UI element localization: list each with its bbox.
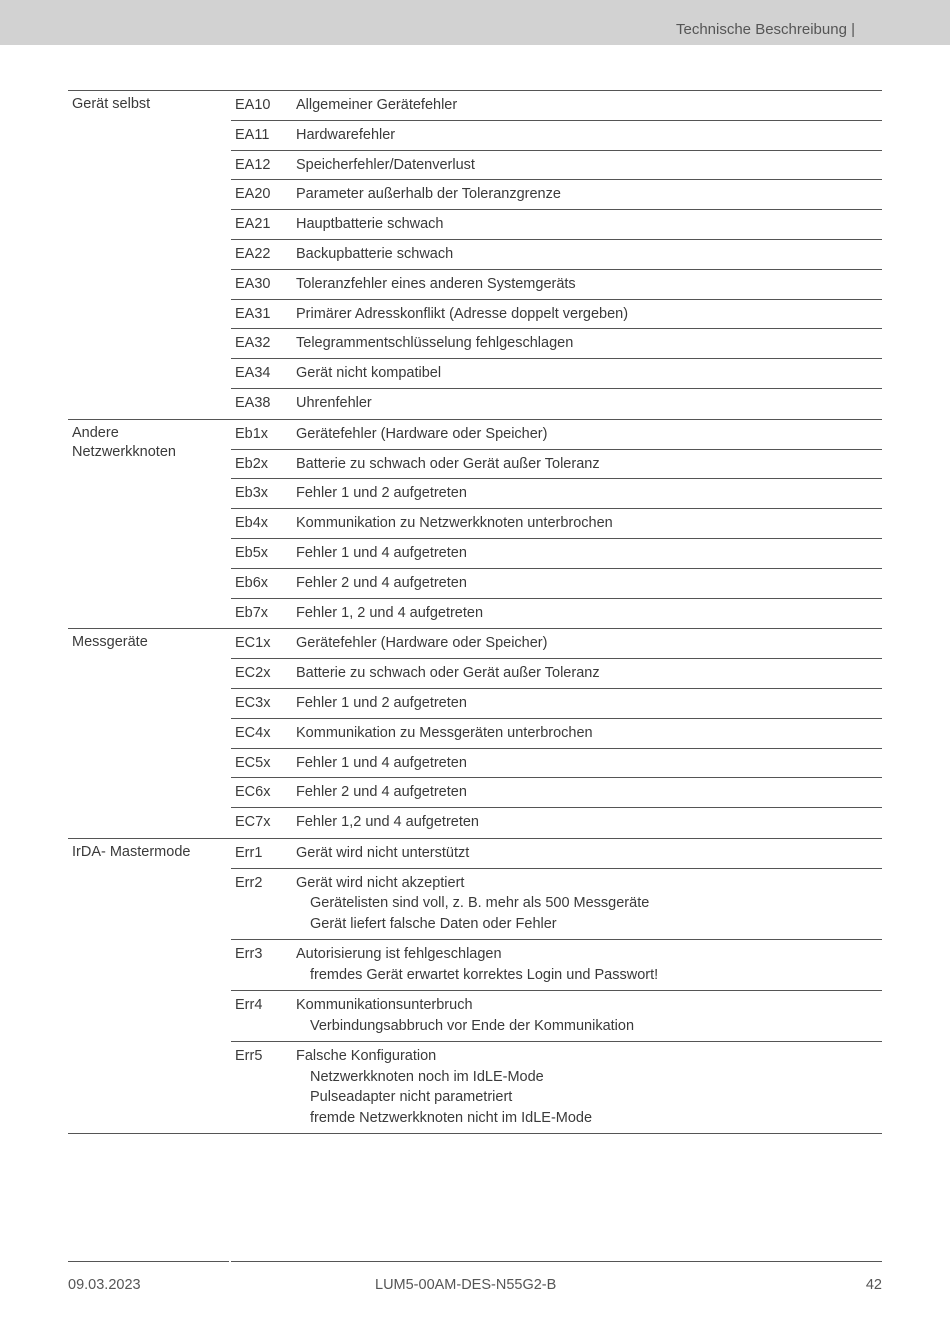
error-description-main: Allgemeiner Gerätefehler [296,97,458,113]
error-description-main: Primärer Adresskonflikt (Adresse doppelt vergeben) [296,305,629,322]
group-label: Gerät selbst [72,96,151,112]
table-row [231,539,882,569]
table-row [231,479,882,509]
error-description [296,995,882,1036]
table-row [231,210,882,240]
error-description-main: Kommunikation zu Netzwerkknoten unterbrochen [296,515,613,532]
error-code: EC5x [235,754,271,771]
page-header [0,0,950,45]
error-description [296,663,882,683]
table-row [231,659,882,689]
error-description-detail: Pulseadapter nicht parametriert [310,1089,513,1106]
table-row [231,569,882,599]
error-description [296,573,882,593]
error-code: Eb2x [235,455,269,472]
error-code: EC7x [235,814,271,831]
error-code: Err2 [235,874,263,891]
error-description-main: Hardwarefehler [296,126,396,143]
error-description [296,944,882,985]
error-description-detail: fremde Netzwerkknoten nicht im IdLE-Mode [310,1109,593,1126]
error-code: EA22 [235,245,271,262]
table-row [231,389,882,419]
error-code: Eb1x [235,425,269,442]
error-code: EC2x [235,665,271,682]
error-description-main: Fehler 1, 2 und 4 aufgetreten [296,604,484,621]
error-code: EA21 [235,216,271,233]
table-row [231,869,882,941]
table-row [231,450,882,480]
group-label: IrDA- Mastermode [72,843,191,860]
group-label: Messgeräte [72,634,148,651]
error-code: Eb5x [235,544,269,561]
error-description [296,782,882,802]
error-code: EC4x [235,724,271,741]
error-code: Err4 [235,997,263,1014]
group-rows [231,91,882,419]
error-description-main: Fehler 2 und 4 aufgetreten [296,574,467,591]
error-description [296,513,882,533]
error-code: Eb7x [235,604,269,621]
error-code: EA20 [235,186,271,203]
error-description-main: Fehler 1 und 4 aufgetreten [296,754,467,771]
error-description [296,363,882,383]
table-group [68,629,882,839]
error-description [296,543,882,563]
error-description-main: Gerät wird nicht akzeptiert [296,874,465,891]
error-description [296,393,882,414]
error-description [296,693,882,713]
table-group [68,839,882,1134]
table-row [231,329,882,359]
error-description [296,424,882,444]
table-row [231,719,882,749]
error-code: EA38 [235,394,271,411]
error-description [296,333,882,353]
error-description-main: Gerätefehler (Hardware oder Speicher) [296,425,548,442]
table-row [231,240,882,270]
error-description-main: Kommunikation zu Messgeräten unterbrochen [296,724,593,741]
error-description-detail: Verbindungsabbruch vor Ende der Kommunikation [310,1017,635,1034]
table-row [231,940,882,991]
error-code: EC6x [235,784,271,801]
error-description-main: Parameter außerhalb der Toleranzgrenze [296,186,561,203]
header-title: Technische Beschreibung | [675,21,855,38]
error-description [296,214,882,234]
table-row [231,300,882,330]
error-description [296,184,882,204]
table-row [231,629,882,659]
table-row [231,420,882,450]
table-row [231,991,882,1042]
error-description [296,633,882,653]
error-code: EA10 [235,97,271,113]
error-code: EA30 [235,275,271,292]
error-description [296,1046,882,1128]
error-code: Eb4x [235,515,269,532]
error-code: EA11 [235,126,270,143]
error-description-main: Kommunikationsunterbruch [296,997,473,1014]
error-description-main: Gerät wird nicht unterstützt [296,844,470,861]
table-row [231,749,882,779]
error-description [296,812,882,833]
error-code: EA31 [235,305,271,322]
table-row [231,839,882,869]
error-description [296,873,882,935]
table-row [231,599,882,629]
error-description-main: Fehler 1,2 und 4 aufgetreten [296,814,479,831]
error-description-detail: Gerätelisten sind voll, z. B. mehr als 500 Messgeräte [310,895,650,912]
error-code: Eb3x [235,485,269,502]
table-row [231,808,882,838]
error-description-main: Falsche Konfiguration [296,1048,437,1065]
group-rows [231,839,882,1133]
error-description-main: Fehler 1 und 4 aufgetreten [296,544,467,561]
error-code: EC1x [235,635,271,652]
error-description [296,723,882,743]
error-description [296,304,882,324]
error-description-main: Fehler 1 und 2 aufgetreten [296,694,467,711]
footer-page-number: 42 [865,1277,882,1293]
table-group [68,420,882,630]
error-description-main: Gerät nicht kompatibel [296,365,442,382]
error-description [296,843,882,863]
error-code: Err5 [235,1048,263,1065]
footer-date: 09.03.2023 [68,1277,141,1293]
error-description [296,483,882,503]
error-code: EA12 [235,156,271,173]
error-code: Err3 [235,946,263,963]
error-description [296,95,882,115]
error-description-main: Telegrammentschlüsselung fehlgeschlagen [296,335,574,352]
group-label: Andere Netzwerkknoten [72,424,176,460]
error-code: EC3x [235,694,271,711]
error-description [296,244,882,264]
table-row [231,509,882,539]
error-code: EA34 [235,365,271,382]
error-description-detail: Netzwerkknoten noch im IdLE-Mode [310,1068,544,1085]
table-row [231,359,882,389]
error-description-main: Batterie zu schwach oder Gerät außer Toleranz [296,665,600,682]
group-rows [231,420,882,629]
error-description-main: Fehler 1 und 2 aufgetreten [296,485,467,502]
group-rows [231,629,882,838]
table-row [231,689,882,719]
error-description-main: Hauptbatterie schwach [296,216,444,233]
table-row [231,270,882,300]
table-row [231,1042,882,1133]
error-description-main: Backupbatterie schwach [296,245,454,262]
error-code: EA32 [235,335,271,352]
error-code-table [68,90,882,1134]
error-code: Eb6x [235,574,269,591]
table-row [231,180,882,210]
error-description [296,155,882,175]
error-description [296,603,882,624]
error-description [296,454,882,474]
table-row [231,121,882,151]
error-description-main: Autorisierung ist fehlgeschlagen [296,946,502,963]
footer-divider-left [68,1261,229,1262]
error-code: Err1 [235,844,263,861]
error-description-main: Gerätefehler (Hardware oder Speicher) [296,635,548,652]
error-description [296,125,882,145]
error-description-main: Batterie zu schwach oder Gerät außer Toleranz [296,455,600,472]
error-description-detail: Gerät liefert falsche Daten oder Fehler [310,915,557,932]
error-description [296,753,882,773]
error-description-detail: fremdes Gerät erwartet korrektes Login und Passwort! [310,966,659,983]
footer-divider-right [231,1261,882,1262]
error-description [296,274,882,294]
footer-document-id: LUM5-00AM-DES-N55G2-B [375,1277,557,1293]
error-description-main: Toleranzfehler eines anderen Systemgeräts [296,275,576,292]
error-description-main: Uhrenfehler [296,394,372,411]
table-row [231,151,882,181]
error-description-main: Speicherfehler/Datenverlust [296,156,475,173]
table-group [68,91,882,420]
error-description-main: Fehler 2 und 4 aufgetreten [296,784,467,801]
table-row [231,91,882,121]
table-row [231,778,882,808]
